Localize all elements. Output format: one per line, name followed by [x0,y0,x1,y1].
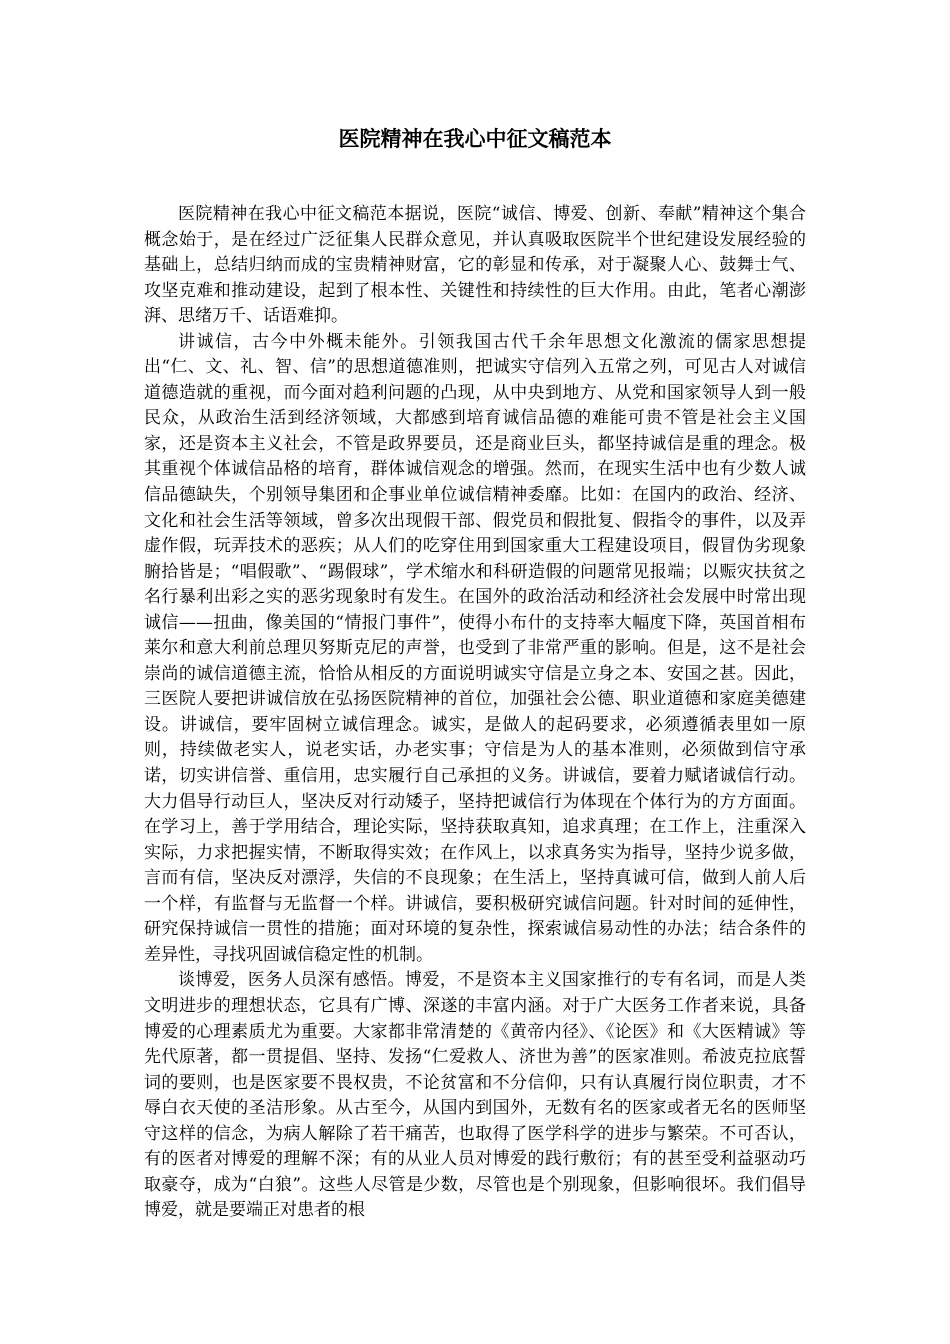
paragraph-integrity: 讲诚信，古今中外概未能外。引领我国古代千余年思想文化激流的儒家思想提出“仁、文、礼、智、信”的思想道德准则，把诚实守信列入五常之列，可见古人对诚信道德造就的重视，而今面对趋利问题的凸现，从中央到地方、从党和国家领导人到一般民众，从政治生活到经济领域，大都感到培育诚信品德的难能可贵不管是社会主义国家，还是资本主义社会，不管是政界要员，还是商业巨头，都坚持诚信是重的理念。极其重视个体诚信品格的培育，群体诚信观念的增强。然而，在现实生活中也有少数人诚信品德缺失，个别领导集团和企事业单位诚信精神委靡。比如：在国内的政治、经济、文化和社会生活等领域，曾多次出现假干部、假党员和假批复、假指令的事件，以及弄虚作假，玩弄技术的恶疾；从人们的吃穿住用到国家重大工程建设项目，假冒伪劣现象腑拾皆是；“唱假歌”、“踢假球”，学术缩水和科研造假的问题常见报端；以赈灾扶贫之名行暴利出彩之实的恶劣现象时有发生。在国外的政治活动和经济社会发展中时常出现诚信——扭曲，像美国的“情报门事件”，使得小布什的支持率大幅度下降，英国首相布莱尔和意大利前总理贝努斯克尼的声誉，也受到了非常严重的影响。但是，这不是社会崇尚的诚信道德主流，恰恰从相反的方面说明诚实守信是立身之本、安国之甚。因此，三医院人要把讲诚信放在弘扬医院精神的首位，加强社会公德、职业道德和家庭美德建设。讲诚信，要牢固树立诚信理念。诚实，是做人的起码要求，必须遵循表里如一原则，持续做老实人，说老实话，办老实事；守信是为人的基本准则，必须做到信守承诺，切实讲信誉、重信用，忠实履行自己承担的义务。讲诚信，要着力赋诸诚信行动。大力倡导行动巨人，坚决反对行动矮子，坚持把诚信行为体现在个体行为的方方面面。在学习上，善于学用结合，理论实际，坚持获取真知，追求真理；在工作上，注重深入实际，力求把握实情，不断取得实效；在作风上，以求真务实为指导，坚持少说多做，言而有信，坚决反对漂浮，失信的不良现象；在生活上，坚持真诚可信，做到人前人后一个样，有监督与无监督一个样。讲诚信，要积极研究诚信问题。针对时间的延伸性，研究保持诚信一贯性的措施；面对环境的复杂性，探索诚信易动性的办法；结合条件的差异性，寻找巩固诚信稳定性的机制。 [144,331,806,965]
document-body [144,202,806,1224]
paragraph-fraternity: 谈博爱，医务人员深有感悟。博爱，不是资本主义国家推行的专有名词，而是人类文明进步的理想状态，它具有广博、深遂的丰富内涵。对于广大医务工作者来说，具备博爱的心理素质尤为重要。大家都非常清楚的《黄帝内径》、《论医》和《大医精诚》等先代原著，都一贯提倡、坚持、发扬“仁爱救人、济世为善”的医家准则。希波克拉底誓词的要则，也是医家要不畏权贵，不论贫富和不分信仰，只有认真履行岗位职责，才不辱白衣天使的圣洁形象。从古至今，从国内到国外，无数有名的医家或者无名的医师坚守这样的信念，为病人解除了若干痛苦，也取得了医学科学的进步与繁荣。不可否认，有的医者对博爱的理解不深；有的从业人员对博爱的践行敷衍；有的甚至受利益驱动巧取豪夺，成为“白狼”。这些人尽管是少数，尽管也是个别现象，但影响很坏。我们倡导博爱，就是要端正对患者的根 [144,970,806,1221]
paragraph-intro: 医院精神在我心中征文稿范本据说，医院“诚信、博爱、创新、奉献”精神这个集合概念始于，是在经过广泛征集人民群众意见，并认真吸取医院半个世纪建设发展经验的基础上，总结归纳而成的宝贵精神财富，它的彰显和传承，对于凝聚人心、鼓舞士气、攻坚克难和推动建设，起到了根本性、关键性和持续性的巨大作用。由此，笔者心潮澎湃、思绪万千、话语难抑。 [144,204,806,327]
document-title: 医院精神在我心中征文稿范本 [338,126,612,151]
